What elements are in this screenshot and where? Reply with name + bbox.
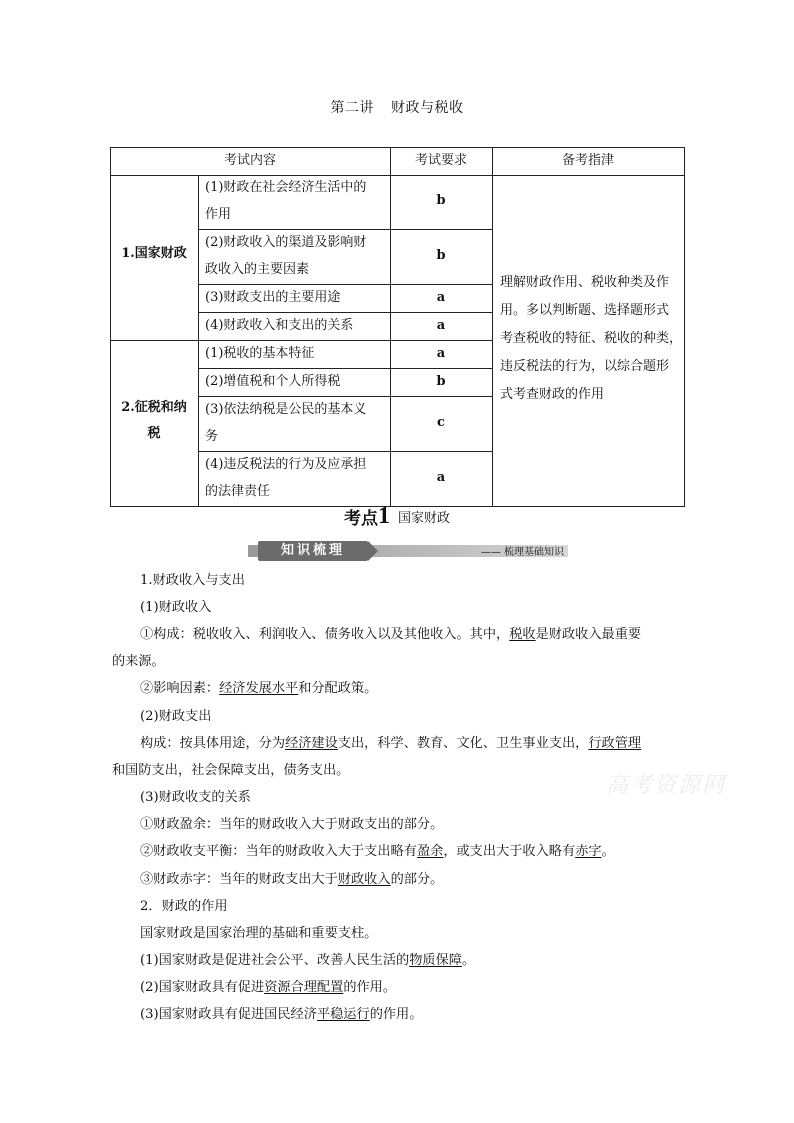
table-row-level: a	[436, 346, 446, 361]
group-label-tax: 2.征税和纳 税	[121, 400, 187, 441]
table-row-item: (2)增值税和个人所得税	[205, 374, 341, 389]
paragraph: 国家财政是国家治理的基础和重要支柱。	[140, 926, 378, 941]
paragraph: 构成：按具体用途，分为经济建设支出，科学、教育、文化、卫生事业支出，行政管理	[140, 736, 642, 751]
paragraph: (3)国家财政具有促进国民经济平稳运行的作用。	[140, 1007, 423, 1022]
subsection-1-2: (2)财政支出	[140, 709, 212, 724]
exam-outline-table	[110, 147, 685, 507]
header-guide: 备考指津	[561, 153, 614, 168]
paragraph: ③财政赤字：当年的财政支出大于财政收入的部分。	[140, 872, 444, 887]
section-1-title: 1.财政收入与支出	[140, 573, 245, 588]
section-2-title: 2．财政的作用	[140, 899, 228, 914]
page-title	[0, 97, 794, 117]
paragraph-continuation: 的来源。	[112, 654, 165, 669]
section-heading	[0, 503, 794, 530]
lecture-name: 财政与税收	[390, 100, 464, 116]
paragraph: ②影响因素：经济发展水平和分配政策。	[140, 681, 378, 696]
group-label-finance: 1.国家财政	[121, 246, 187, 261]
header-content: 考试内容	[223, 153, 276, 168]
table-row-item: (1)财政在社会经济生活中的 作用	[205, 180, 367, 222]
table-row-level: b	[436, 193, 446, 208]
table-row-level: c	[437, 415, 445, 430]
paragraph: (1)国家财政是促进社会公平、改善人民生活的物质保障。	[140, 953, 476, 968]
table-row-level: b	[436, 374, 446, 389]
table-row-item: (1)税收的基本特征	[205, 346, 315, 361]
paragraph: ①构成：税收收入、利润收入、债务收入以及其他收入。其中，税收是财政收入最重要	[140, 627, 642, 642]
kaodian-label: 考点	[343, 509, 378, 529]
table-row-level: a	[436, 290, 446, 305]
header-requirement: 考试要求	[414, 153, 467, 168]
kaodian-name: 国家财政	[397, 511, 450, 526]
banner-tag: 知识梳理	[258, 541, 368, 561]
exam-guide-text: 理解财政作用、税收种类及作 用。多以判断题、选择题形式 考查税收的特征、税收的种类， 违反税法的行为，以综合题形 式考查财政的作用	[500, 275, 683, 402]
subsection-1-3: (3)财政收支的关系	[140, 790, 251, 805]
watermark: 高考资源网	[606, 773, 727, 798]
banner-subtitle: —— 梳理基础知识	[480, 547, 564, 558]
subsection-1-1: (1)财政收入	[140, 600, 212, 615]
table-row-item: (2)财政收入的渠道及影响财 政收入的主要因素	[205, 235, 367, 277]
paragraph-continuation: 和国防支出，社会保障支出，债务支出。	[112, 763, 350, 778]
table-row-item: (3)依法纳税是公民的基本义 务	[205, 402, 367, 444]
table-row-level: a	[436, 318, 446, 333]
table-row-item: (4)违反税法的行为及应承担 的法律责任	[205, 457, 367, 499]
paragraph: (2)国家财政具有促进资源合理配置的作用。	[140, 980, 397, 995]
paragraph: ①财政盈余：当年的财政收入大于财政支出的部分。	[140, 817, 444, 832]
table-row-level: b	[436, 248, 446, 263]
table-row-level: a	[436, 470, 446, 485]
kaodian-number: 1	[377, 503, 390, 529]
table-row-item: (4)财政收入和支出的关系	[205, 318, 354, 333]
table-row-item: (3)财政支出的主要用途	[205, 290, 341, 305]
knowledge-banner	[248, 541, 568, 561]
paragraph: ②财政收支平衡：当年的财政收入大于支出略有盈余，或支出大于收入略有赤字。	[140, 844, 615, 859]
lecture-number: 第二讲	[330, 100, 375, 116]
